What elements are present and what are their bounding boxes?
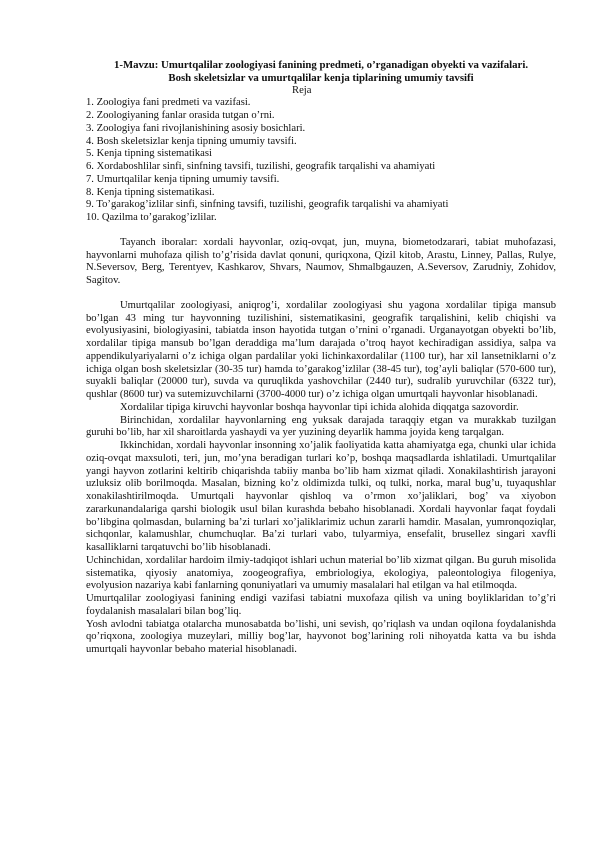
body-paragraph: Yosh avlodni tabiatga otalarcha munosabatda bo’lishi, uni sevish, qo’riqlash va undan oqilona foydalanishda qo’riqxona, zoologiya muzeylari, milliy bog’lar, hayvonot bog’larining roli nihoyatda katta va bu ishda umurtqali hayvonlar bebaho material hisoblanadi. [86,618,556,655]
body-paragraph: Ikkinchidan, xordali hayvonlar insonning xo’jalik faoliyatida katta ahamiyatga ega, chunki ular ichida oziq-ovqat maxsuloti, teri, jun, mo’yna beradigan turlari ko’p, boshqa maqsadlarda ishlatiladi. Umurtqalilar yangi hayvon zotlarini keltirib chiqarishda tabiiy manba bo’lib ham xizmat qiladi. Xonakilashtirish jarayoni uzluksiz olib borilmoqda. Masalan, bizning ko’z oldimizda tulki, oq tulki, norka, maral bug’u, tuyaqushlar xonakilashtirilmoqda. Umurtqali hayvonlar qishloq va o’rmon xo’jaliklari, bog’ va xiyobon zararkunandalariga qarshi biologik usul bilan kurashda bebaho hisoblanadi. Xordali hayvonlar faqat foydali bo’libgina qolmasdan, bularning ba’zi turlari xo’jaliklarimiz uchun zararli hamdir. Masalan, yumronqoziqlar, sichqonlar, kalamushlar, chumchuqlar. Ba’zi turlari vabo, tulyarmiya, ensefalit, brusellez singari xavfli kasalliklarni tarqatuvchi bo’lib hisoblanadi. [86,440,556,553]
plan-list [86,97,556,225]
plan-item: 6. Xordaboshlilar sinfi, sinfning tavsifi, tuzilishi, geografik tarqalishi va ahamiyati [86,161,436,172]
plan-heading: Reja [292,84,312,96]
plan-item: 10. Qazilma to’garakog’izlilar. [86,212,217,223]
document-page [86,59,556,657]
plan-item: 3. Zoologiya fani rivojlanishining asosiy bosichlari. [86,122,306,134]
body-paragraph: Umurtqalilar zoologiyasi fanining endigi vazifasi tabiatni muxofaza qilish va uning boyliklaridan to’g’ri foydalanish masalalari bilan bog’liq. [86,593,556,617]
document-title-line-1: 1-Mavzu: Umurtqalilar zoologiyasi fanining predmeti, o’rganadigan obyekti va vazifalari. [113,59,529,71]
plan-item: 1. Zoologiya fani predmeti va vazifasi. [86,97,251,109]
body-paragraph: Umurtqalilar zoologiyasi, aniqrog’i, xordalilar zoologiyasi shu yagona xordalilar tipiga mansub bo’lgan 43 ming tur hayvonning tuzilishini, sistematikasini, geografik tarqalishini, kelib chiqishi va evolyusiyasini, biologiyasini, tabiatda inson hayotida tutgan o’rnini o’rganadi. Urganayotgan obyekti bo’lib, xordalilar tipiga mansub bo’lgan deraddiga ma’lum darajada o’troq hayot kechiradigan assidiya, salpa va appendikulyariyalarni o’z ichiga olgan pardalilar yoki lichinkaxordalilar (1100 tur), har xil lansetniklarni o’z ichiga olgan bosh skeletsizlar (30-35 tur) hamda to’garakog’izlilar (38-45 tur), tog’ayli baliqlar (570-600 tur), suyakli baliqlar (20000 tur), suvda va quruqlikda yashovchilar (2440 tur), sudralib yuruvchilar (6322 tur), qushlar (8600 tur) va sutemizuvchilarni (3700-4000 tur) o’z ichiga olgan umurtqali hayvonlar hisoblanadi. [86,299,556,400]
body-paragraph: Xordalilar tipiga kiruvchi hayvonlar boshqa hayvonlar tipi ichida alohida diqqatga sazovordir. [120,401,519,413]
plan-item: 2. Zoologiyaning fanlar orasida tutgan o’rni. [86,110,275,121]
plan-item: 5. Kenja tipning sistematikasi [86,148,212,160]
body-paragraph: Uchinchidan, xordalilar hardoim ilmiy-tadqiqot ishlari uchun material bo’lib xizmat qilgan. Bu guruh misolida sistematika, qiyosiy anatomiya, zoogeografiya, embriologiya, ekologiya, paleontologiya filogeniya, evolyusion nazariya kabi fanlarning qonuniyatlari va umumiy masalalari hal etilgan va hal etilmoqda. [86,554,556,592]
plan-item: 4. Bosh skeletsizlar kenja tipning umumiy tavsifi. [86,135,297,147]
key-terms-paragraph: Tayanch iboralar: xordali hayvonlar, oziq-ovqat, jun, muyna, biometodzarari, tabiat muhofazasi, hayvonlarni muhofaza qilish to’g’risida davlat qonuni, quriqxona, Qizil kitob, Arastu, Linney, Pallas, Rulye, N.Seversov, Berg, Terentyev, Kashkarov, Shvars, Naumov, Shmalbgauzen, A.Seversov, Zarudniy, Zohidov, Sagitov. [86,236,556,286]
plan-item: 8. Kenja tipning sistematikasi. [86,186,215,198]
document-title-line-2: Bosh skeletsizlar va umurtqalilar kenja tiplarining umumiy tavsifi [168,71,474,84]
plan-item: 9. To’garakog’izlilar sinfi, sinfning tavsifi, tuzilishi, geografik tarqalishi va ahamiyati [86,199,449,211]
body-paragraph: Birinchidan, xordalilar hayvonlarning eng yuksak darajada taraqqiy etgan va murakkab tuzilgan guruhi bo’lib, har xil sharoitlarda yashaydi va yer yuzining deyarlik hamma joyida keng tarqalgan. [86,414,556,439]
plan-item: 7. Umurtqalilar kenja tipning umumiy tavsifi. [86,173,280,185]
